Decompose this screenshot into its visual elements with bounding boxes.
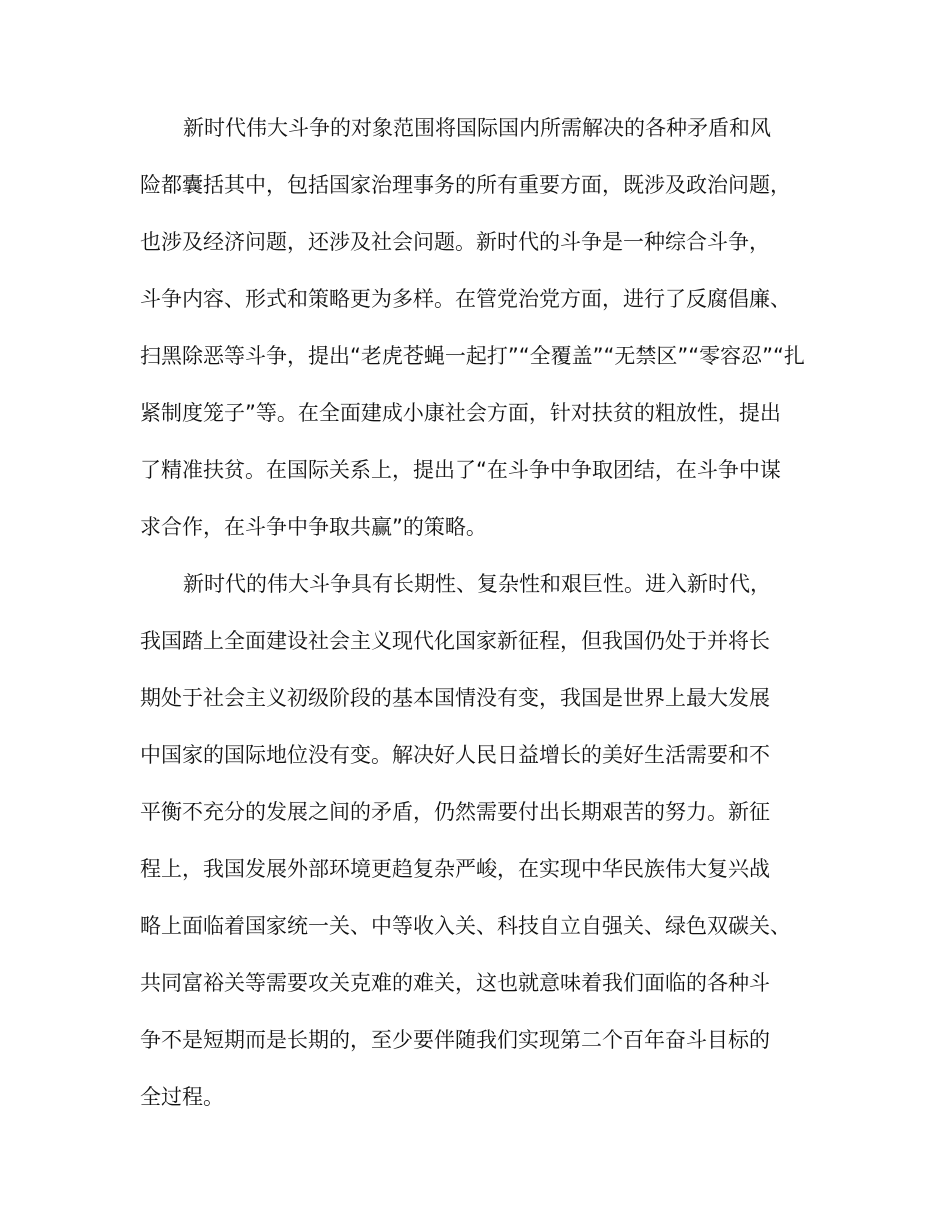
text-line: 扫黑除恶等斗争，提出“老虎苍蝇一起打”“全覆盖”“无禁区”“零容忍”“扎 xyxy=(140,344,805,368)
text-line: 紧制度笼子”等。在全面建成小康社会方面，针对扶贫的粗放性，提出 xyxy=(140,401,781,425)
text-line: 共同富裕关等需要攻关克难的难关，这也就意味着我们面临的各种斗 xyxy=(140,971,770,995)
text-line: 争不是短期而是长期的，至少要伴随我们实现第二个百年奋斗目标的 xyxy=(140,1028,770,1052)
text-line: 新时代伟大斗争的对象范围将国际国内所需解决的各种矛盾和风 xyxy=(183,116,771,140)
text-line: 也涉及经济问题，还涉及社会问题。新时代的斗争是一种综合斗争， xyxy=(140,230,770,254)
text-line: 期处于社会主义初级阶段的基本国情没有变，我国是世界上最大发展 xyxy=(140,686,770,710)
text-line: 中国家的国际地位没有变。解决好人民日益增长的美好生活需要和不 xyxy=(140,743,770,767)
text-line: 平衡不充分的发展之间的矛盾，仍然需要付出长期艰苦的努力。新征 xyxy=(140,800,770,824)
text-line: 新时代的伟大斗争具有长期性、复杂性和艰巨性。进入新时代， xyxy=(183,572,771,596)
text-line: 斗争内容、形式和策略更为多样。在管党治党方面，进行了反腐倡廉、 xyxy=(140,287,791,311)
text-line: 了精准扶贫。在国际关系上，提出了“在斗争中争取团结，在斗争中谋 xyxy=(140,458,781,482)
text-line: 求合作，在斗争中争取共赢”的策略。 xyxy=(140,515,487,539)
text-line: 全过程。 xyxy=(140,1085,224,1109)
text-line: 我国踏上全面建设社会主义现代化国家新征程，但我国仍处于并将长 xyxy=(140,629,770,653)
text-line: 略上面临着国家统一关、中等收入关、科技自立自强关、绿色双碳关、 xyxy=(140,914,791,938)
text-line: 程上，我国发展外部环境更趋复杂严峻，在实现中华民族伟大复兴战 xyxy=(140,857,770,881)
text-line: 险都囊括其中，包括国家治理事务的所有重要方面，既涉及政治问题， xyxy=(140,173,791,197)
